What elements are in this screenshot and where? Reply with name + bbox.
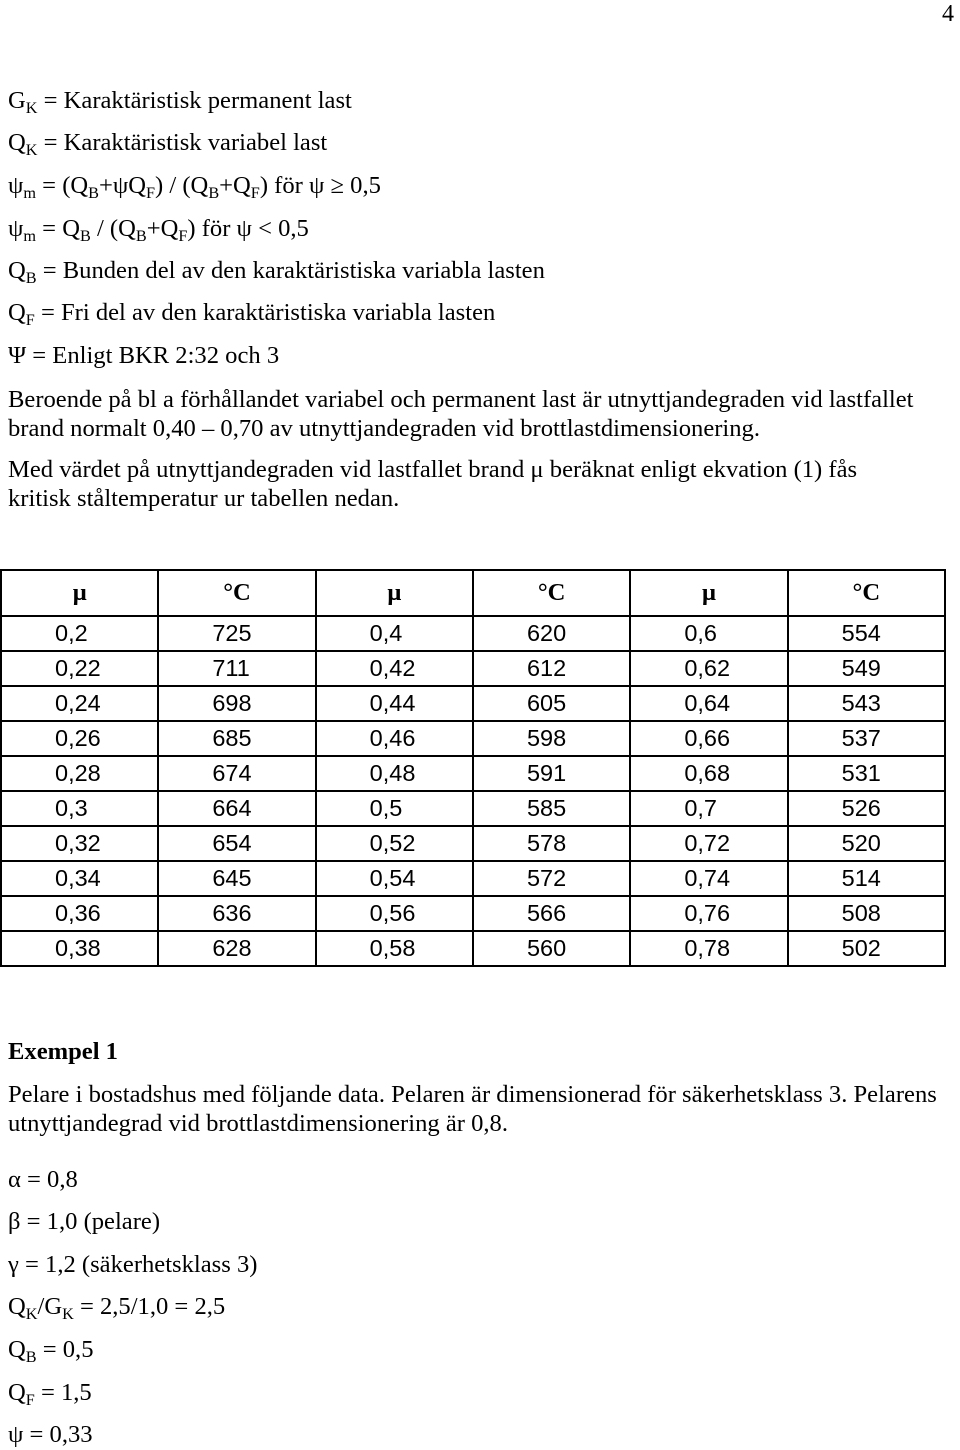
mu-value-cell: 0,68 (631, 757, 788, 792)
subscript: K (62, 1304, 74, 1323)
mu-value-cell: 0,26 (2, 722, 159, 757)
temperature-value-cell: 502 (789, 932, 946, 967)
temperature-value-cell: 711 (159, 652, 316, 687)
mu-value-cell: 0,28 (2, 757, 159, 792)
paragraph-line: utnyttjandegrad vid brottlastdimensionering är 0,8. (8, 1109, 508, 1137)
subscript: F (25, 310, 35, 329)
temperature-value-cell: 560 (474, 932, 631, 967)
text-segment: = 0,5 (36, 1336, 94, 1363)
text-segment: γ = 1,2 (säkerhetsklass 3) (8, 1251, 258, 1278)
text-segment: = Bunden del av den karaktäristiska variabla lasten (36, 257, 545, 284)
text-segment: Q (8, 1379, 26, 1406)
mu-value-cell: 0,52 (317, 827, 474, 862)
formula-psi-m-low (8, 215, 309, 243)
mu-value-cell: 0,24 (2, 687, 159, 722)
mu-value-cell: 0,78 (631, 932, 788, 967)
mu-value-cell: 0,46 (317, 722, 474, 757)
paragraph-line: brand normalt 0,40 – 0,70 av utnyttjandegraden vid brottlastdimensionering. (8, 414, 761, 442)
paragraph-line: Pelare i bostadshus med följande data. Pelaren är dimensionerad för säkerhetsklass 3. Pelarens (8, 1081, 937, 1108)
text-segment: +Q (219, 172, 251, 199)
mu-value-cell: 0,34 (2, 862, 159, 897)
steel-temperature-table (0, 569, 946, 967)
example-heading: Exempel 1 (8, 1038, 118, 1065)
gamma-value (8, 1251, 257, 1279)
definition-qf (8, 299, 495, 327)
text-segment: ψ (8, 215, 24, 242)
temperature-value-cell: 598 (474, 722, 631, 757)
temperature-value-cell: 543 (789, 687, 946, 722)
text-segment: = 2,5/1,0 = 2,5 (73, 1293, 226, 1320)
text-segment: G (8, 87, 26, 114)
text-segment: α = 0,8 (8, 1166, 78, 1193)
temperature-value-cell: 520 (789, 827, 946, 862)
qk-gk-ratio (8, 1293, 225, 1321)
text-segment: / (Q (90, 215, 136, 242)
temperature-value-cell: 537 (789, 722, 946, 757)
text-segment: Q (8, 1293, 26, 1320)
mu-value-cell: 0,72 (631, 827, 788, 862)
text-segment: = Fri del av den karaktäristiska variabla lasten (34, 299, 496, 326)
alpha-value (8, 1166, 78, 1194)
text-segment: ) för ψ ≥ 0,5 (259, 172, 381, 199)
temperature-value-cell: 685 (159, 722, 316, 757)
page-number: 4 (942, 1, 954, 27)
mu-value-cell: 0,3 (2, 792, 159, 827)
utilization-paragraph (8, 386, 914, 443)
text-segment: ) / (Q (155, 172, 209, 199)
subscript: F (146, 183, 156, 202)
mu-value-cell: 0,56 (317, 897, 474, 932)
text-segment: Q (8, 1336, 26, 1363)
text-segment: = Karaktäristisk permanent last (37, 87, 352, 114)
subscript: B (208, 183, 220, 202)
paragraph-line: Med värdet på utnyttjandegraden vid lastfallet brand μ beräknat enligt ekvation (1) fås (8, 456, 858, 483)
mu-value-cell: 0,48 (317, 757, 474, 792)
text-segment: Q (8, 257, 26, 284)
text-segment: = Q (36, 215, 80, 242)
subscript: F (178, 226, 188, 245)
temperature-value-cell: 674 (159, 757, 316, 792)
temperature-value-cell: 554 (789, 617, 946, 652)
qb-value (8, 1336, 94, 1364)
mu-value-cell: 0,44 (317, 687, 474, 722)
text-segment: ) för ψ < 0,5 (187, 215, 309, 242)
qf-value (8, 1379, 92, 1407)
subscript: K (25, 1304, 38, 1323)
temperature-value-cell: 585 (474, 792, 631, 827)
text-segment: Q (8, 129, 26, 156)
mu-value-cell: 0,2 (2, 617, 159, 652)
mu-value-cell: 0,66 (631, 722, 788, 757)
text-segment: = Karaktäristisk variabel last (37, 129, 328, 156)
mu-value-cell: 0,7 (631, 792, 788, 827)
mu-value-cell: 0,54 (317, 862, 474, 897)
mu-value-cell: 0,6 (631, 617, 788, 652)
mu-value-cell: 0,76 (631, 897, 788, 932)
temperature-value-cell: 514 (789, 862, 946, 897)
temperature-value-cell: 636 (159, 897, 316, 932)
subscript: m (23, 183, 37, 202)
table-intro-paragraph (8, 456, 857, 513)
temperature-value-cell: 698 (159, 687, 316, 722)
subscript: B (135, 226, 147, 245)
temperature-value-cell: 664 (159, 792, 316, 827)
definition-qb (8, 257, 545, 285)
temperature-value-cell: 628 (159, 932, 316, 967)
paragraph-line: Beroende på bl a förhållandet variabel och permanent last är utnyttjandegraden vid lastfallet (8, 386, 914, 413)
psi-value (8, 1421, 93, 1449)
mu-value-cell: 0,36 (2, 897, 159, 932)
example-description (8, 1081, 937, 1138)
mu-value-cell: 0,62 (631, 652, 788, 687)
temperature-value-cell: 591 (474, 757, 631, 792)
temperature-value-cell: 645 (159, 862, 316, 897)
mu-value-cell: 0,74 (631, 862, 788, 897)
temperature-header: °C (159, 571, 316, 617)
subscript: F (25, 1390, 35, 1409)
text-segment: ψ (8, 172, 24, 199)
text-segment: β = 1,0 (pelare) (8, 1208, 161, 1235)
mu-value-cell: 0,58 (317, 932, 474, 967)
text-segment: = (Q (36, 172, 89, 199)
temperature-value-cell: 508 (789, 897, 946, 932)
mu-value-cell: 0,32 (2, 827, 159, 862)
temperature-value-cell: 526 (789, 792, 946, 827)
subscript: m (23, 226, 37, 245)
subscript: K (25, 140, 38, 159)
beta-value (8, 1208, 160, 1236)
temperature-header: °C (789, 571, 946, 617)
mu-value-cell: 0,42 (317, 652, 474, 687)
definition-psi (8, 342, 279, 370)
subscript: F (250, 183, 260, 202)
temperature-value-cell: 654 (159, 827, 316, 862)
temperature-value-cell: 531 (789, 757, 946, 792)
mu-header: μ (317, 571, 474, 617)
subscript: K (25, 98, 38, 117)
text-segment: Q (8, 299, 26, 326)
subscript: B (88, 183, 99, 202)
paragraph-line: kritisk ståltemperatur ur tabellen nedan. (8, 484, 400, 512)
temperature-value-cell: 620 (474, 617, 631, 652)
temperature-value-cell: 612 (474, 652, 631, 687)
text-segment: +ψQ (98, 172, 147, 199)
temperature-header: °C (474, 571, 631, 617)
mu-value-cell: 0,4 (317, 617, 474, 652)
formula-psi-m-high (8, 172, 381, 200)
mu-value-cell: 0,5 (317, 792, 474, 827)
mu-value-cell: 0,22 (2, 652, 159, 687)
subscript: B (79, 226, 91, 245)
temperature-value-cell: 549 (789, 652, 946, 687)
subscript: B (25, 268, 37, 287)
text-segment: +Q (146, 215, 179, 242)
mu-value-cell: 0,38 (2, 932, 159, 967)
temperature-value-cell: 578 (474, 827, 631, 862)
definition-gk (8, 87, 352, 115)
mu-header: μ (631, 571, 788, 617)
mu-header: μ (2, 571, 159, 617)
temperature-value-cell: 572 (474, 862, 631, 897)
temperature-value-cell: 725 (159, 617, 316, 652)
mu-value-cell: 0,64 (631, 687, 788, 722)
subscript: B (25, 1347, 37, 1366)
text-segment: = 1,5 (34, 1379, 92, 1406)
text-segment: /G (37, 1293, 63, 1320)
text-segment: Ψ = Enligt BKR 2:32 och 3 (8, 342, 280, 369)
temperature-value-cell: 566 (474, 897, 631, 932)
text-segment: ψ = 0,33 (8, 1421, 93, 1448)
definition-qk (8, 129, 327, 157)
temperature-value-cell: 605 (474, 687, 631, 722)
